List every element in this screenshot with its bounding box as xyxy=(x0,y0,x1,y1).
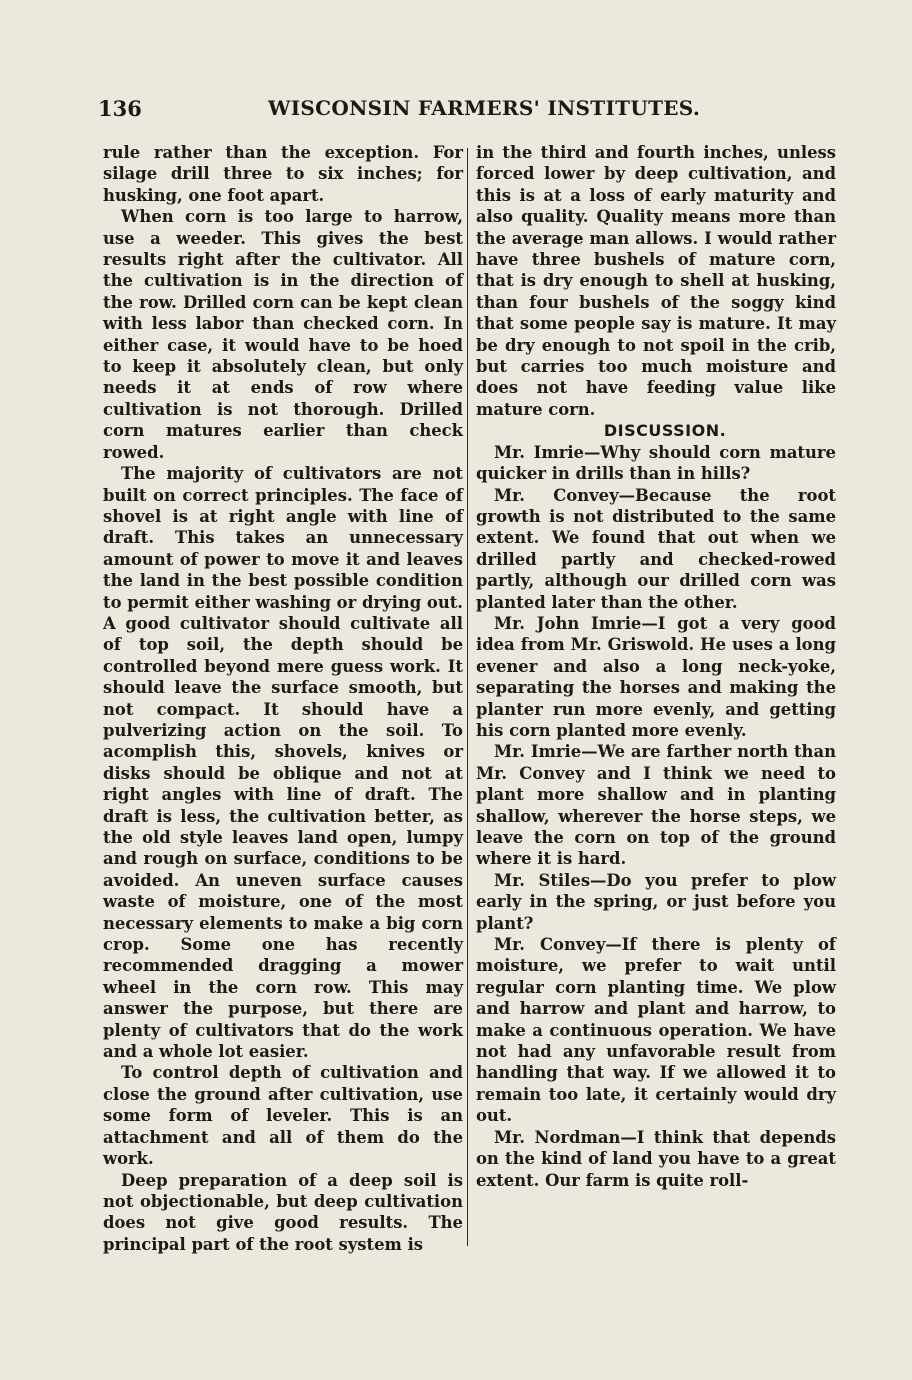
discussion-paragraph: Mr. Convey—Because the root growth is not distributed to the same extent. We found that out when we drilled partly and checked-rowed partly, although our drilled corn was planted later than the other. xyxy=(476,485,836,612)
paragraph: When corn is too large to harrow, use a weeder. This gives the best results right after the cultivator. All the cultivation is in the direction of the row. Drilled corn can be kept clean with less labor than checked corn. In either case, it would have to be hoed to keep it absolutely clean, but only needs it at ends of row where cultivation is not thorough. Drilled corn matures earlier than check rowed. xyxy=(103,207,463,462)
paragraph: in the third and fourth inches, unless forced lower by deep cultivation, and this is at a loss of early maturity and also quality. Quality means more than the average man allows. I would rather have three bushels of mature corn, that is dry enough to shell at husking, than four bushels of the soggy kind that some people say is mature. It may be dry enough to not spoil in the crib, but carries too much moisture and does not have feeding value like mature corn. xyxy=(476,143,836,419)
right-column xyxy=(476,142,836,1191)
section-heading: DISCUSSION. xyxy=(603,421,727,441)
page-header xyxy=(98,96,858,126)
running-title: WISCONSIN FARMERS' INSTITUTES. xyxy=(268,96,701,120)
paragraph: To control depth of cultivation and close the ground after cultivation, use some form of leveler. This is an attachment and all of them do the work. xyxy=(103,1063,463,1169)
paragraph: rule rather than the exception. For silage drill three to six inches; for husking, one foot apart. xyxy=(103,143,463,205)
left-column xyxy=(103,142,463,1255)
paragraph: The majority of cultivators are not built on correct principles. The face of shovel is at right angle with line of draft. This takes an unnecessary amount of power to move it and leaves the land in the best possible condition to permit either washing or drying out. A good cultivator should cultivate all of top soil, the depth should be controlled beyond mere guess work. It should leave the surface smooth, but not compact. It should have a pulverizing action on the soil. To acomplish this, shovels, knives or disks should be oblique and not at right angles with line of draft. The draft is less, the cultivation better, as the old style leaves land open, lumpy and rough on surface, conditions to be avoided. An uneven surface causes waste of moisture, one of the most necessary elements to make a big corn crop. Some one has recently recommended dragging a mower wheel in the corn row. This may answer the purpose, but there are plenty of cultivators that do the work and a whole lot easier. xyxy=(103,464,464,1062)
discussion-paragraph: Mr. Nordman—I think that depends on the kind of land you have to a great extent. Our farm is quite roll- xyxy=(476,1127,836,1190)
discussion-paragraph: Mr. Imrie—We are farther north than Mr. Convey and I think we need to plant more shallow and in planting shallow, wherever the horse steps, we leave the corn on top of the ground where it is hard. xyxy=(476,742,836,869)
page-number: 136 xyxy=(98,96,142,121)
discussion-paragraph: Mr. Convey—If there is plenty of moisture, we prefer to wait until regular corn planting time. We plow and harrow and plant and harrow, to make a continuous operation. We have not had any unfavorable result from handling that way. If we allowed it to remain too late, it certainly would dry out. xyxy=(476,935,836,1126)
discussion-paragraph: Mr. John Imrie—I got a very good idea from Mr. Griswold. He uses a long evener and also a long neck-yoke, separating the horses and making the planter run more evenly, and getting his corn planted more evenly. xyxy=(476,613,836,740)
column-divider xyxy=(467,148,468,1246)
paragraph: Deep preparation of a deep soil is not objectionable, but deep cultivation does not give good results. The principal part of the root system is xyxy=(103,1170,463,1254)
discussion-paragraph: Mr. Imrie—Why should corn mature quicker in drills than in hills? xyxy=(476,442,836,484)
discussion-paragraph: Mr. Stiles—Do you prefer to plow early in the spring, or just before you plant? xyxy=(476,870,836,933)
